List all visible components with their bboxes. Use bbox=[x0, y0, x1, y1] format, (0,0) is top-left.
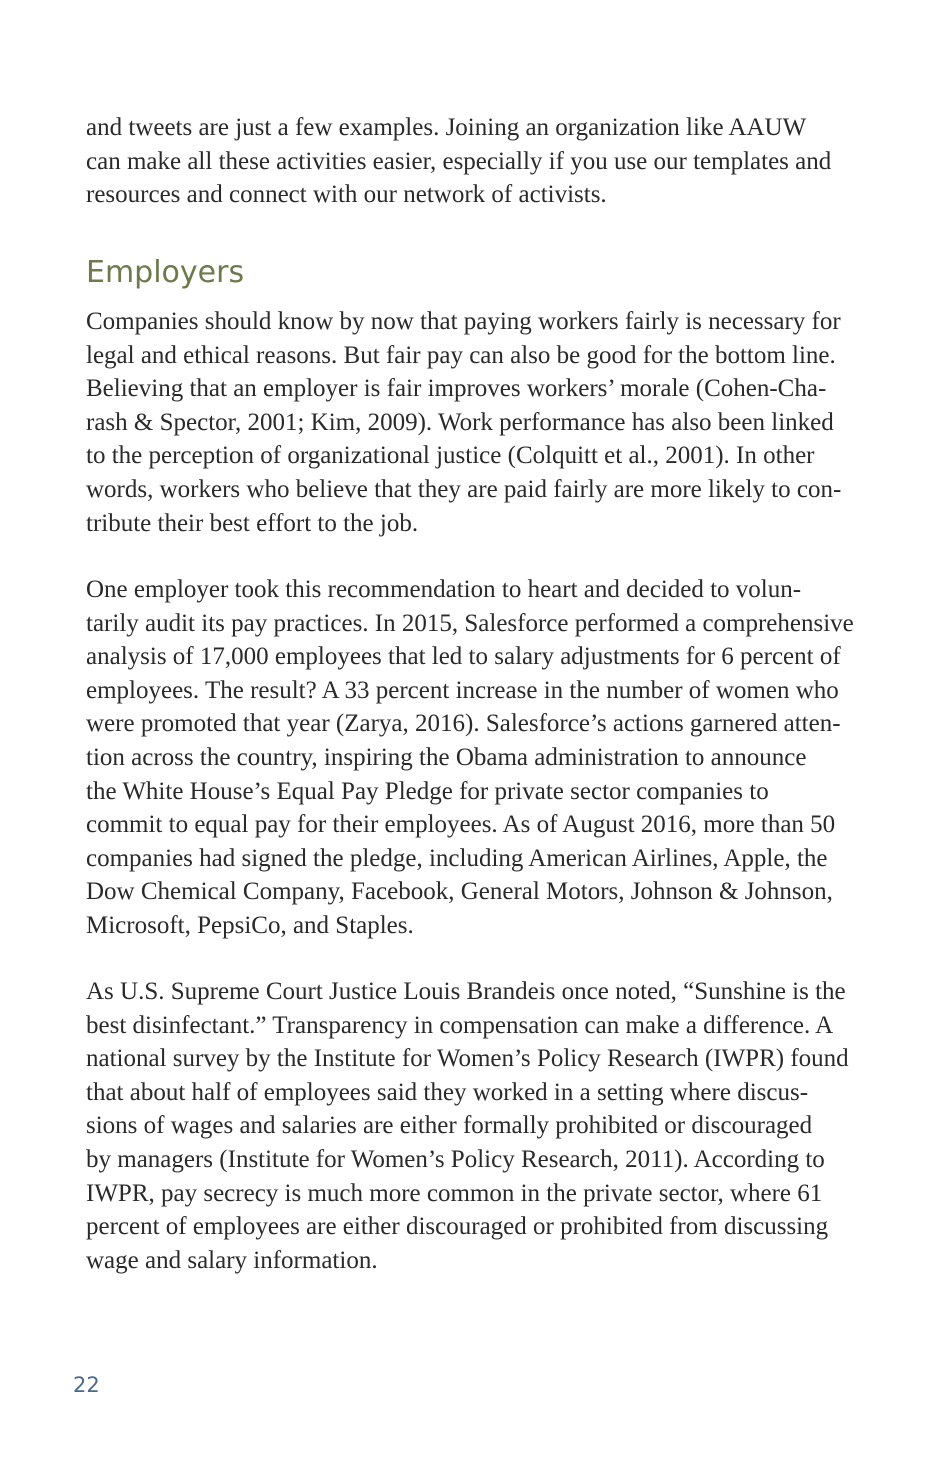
paragraph-transparency bbox=[86, 975, 849, 1277]
text-line: tion across the country, inspiring the Obama administration to announce bbox=[86, 743, 807, 771]
paragraph-fair-pay-morale bbox=[86, 305, 841, 540]
text-line: words, workers who believe that they are paid fairly are more likely to con- bbox=[86, 475, 842, 503]
text-line: Dow Chemical Company, Facebook, General Motors, Johnson & Johnson, bbox=[86, 878, 833, 906]
text-line: percent of employees are either discouraged or prohibited from discussing bbox=[86, 1213, 829, 1241]
text-line: Companies should know by now that paying workers fairly is necessary for bbox=[86, 308, 841, 335]
text-line: resources and connect with our network of activists. bbox=[86, 181, 607, 209]
text-line: companies had signed the pledge, including American Airlines, Apple, the bbox=[86, 844, 828, 872]
text-line: best disinfectant.” Transparency in compensation can make a difference. A bbox=[86, 1011, 834, 1039]
text-line: analysis of 17,000 employees that led to salary adjustments for 6 percent of bbox=[86, 643, 841, 671]
text-line: wage and salary information. bbox=[86, 1246, 378, 1274]
text-line: and tweets are just a few examples. Joining an organization like AAUW bbox=[86, 114, 807, 141]
text-line: sions of wages and salaries are either formally prohibited or discouraged bbox=[86, 1112, 813, 1140]
text-line: legal and ethical reasons. But fair pay can also be good for the bottom line. bbox=[86, 341, 836, 369]
text-line: tribute their best effort to the job. bbox=[86, 509, 419, 537]
page-number: 22 bbox=[73, 1373, 100, 1397]
text-line: One employer took this recommendation to heart and decided to volun- bbox=[86, 576, 802, 603]
text-line: the White House’s Equal Pay Pledge for private sector companies to bbox=[86, 777, 769, 805]
text-line: that about half of employees said they worked in a setting where discus- bbox=[86, 1078, 809, 1106]
text-line: by managers (Institute for Women’s Policy Research, 2011). According to bbox=[86, 1145, 825, 1173]
text-line: Microsoft, PepsiCo, and Staples. bbox=[86, 911, 414, 939]
text-line: can make all these activities easier, especially if you use our templates and bbox=[86, 147, 832, 175]
text-line: to the perception of organizational justice (Colquitt et al., 2001). In other bbox=[86, 442, 815, 470]
text-line: IWPR, pay secrecy is much more common in the private sector, where 61 bbox=[86, 1179, 823, 1207]
text-line: were promoted that year (Zarya, 2016). Salesforce’s actions garnered atten- bbox=[86, 710, 841, 738]
intro-paragraph bbox=[86, 111, 831, 212]
text-line: tarily audit its pay practices. In 2015, Salesforce performed a comprehensive bbox=[86, 609, 854, 637]
text-line: rash & Spector, 2001; Kim, 2009). Work performance has also been linked bbox=[86, 408, 834, 436]
section-heading: Employers bbox=[86, 255, 245, 290]
text-line: employees. The result? A 33 percent increase in the number of women who bbox=[86, 676, 839, 704]
text-line: national survey by the Institute for Women’s Policy Research (IWPR) found bbox=[86, 1045, 849, 1073]
text-line: Believing that an employer is fair improves workers’ morale (Cohen-Cha- bbox=[86, 375, 827, 403]
text-line: As U.S. Supreme Court Justice Louis Brandeis once noted, “Sunshine is the bbox=[86, 978, 846, 1005]
paragraph-salesforce bbox=[86, 573, 854, 943]
text-line: commit to equal pay for their employees. As of August 2016, more than 50 bbox=[86, 811, 836, 839]
